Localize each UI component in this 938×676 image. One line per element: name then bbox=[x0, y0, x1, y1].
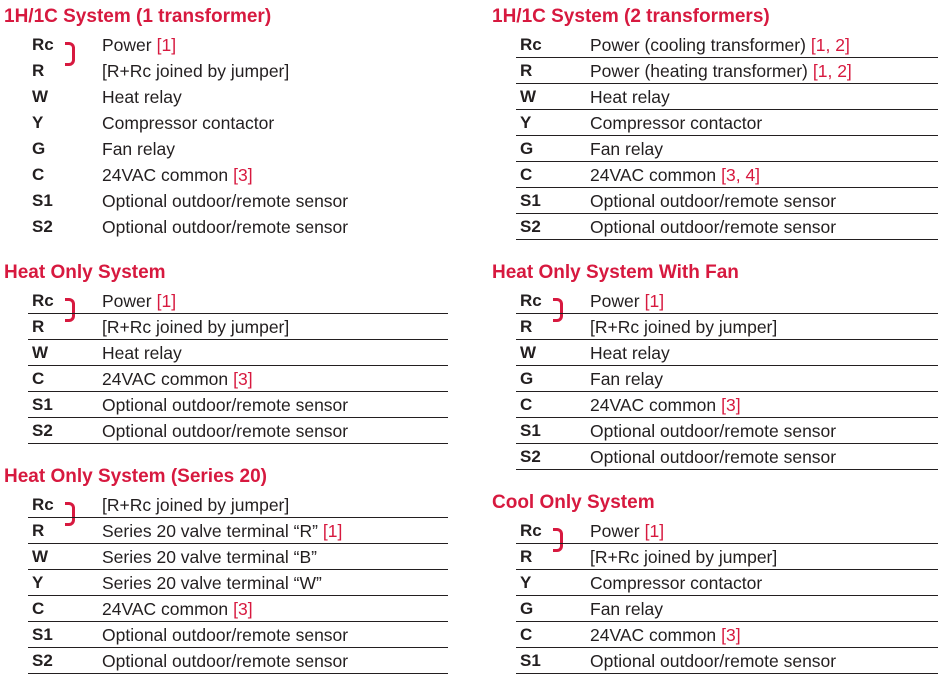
footnote-ref: [1] bbox=[322, 521, 343, 541]
table-row bbox=[516, 136, 938, 162]
terminal-label: G bbox=[32, 139, 46, 158]
table-row bbox=[516, 58, 938, 84]
terminal-description: Optional outdoor/remote sensor bbox=[590, 651, 837, 671]
terminal-label: W bbox=[32, 87, 49, 106]
table-row bbox=[28, 418, 448, 444]
terminal-description: Heat relay bbox=[590, 343, 670, 363]
terminal-description: Optional outdoor/remote sensor bbox=[102, 217, 349, 237]
wiring-table bbox=[516, 32, 938, 240]
terminal-label: C bbox=[520, 625, 533, 644]
terminal-description: 24VAC common [3] bbox=[102, 599, 253, 619]
terminal-label: G bbox=[520, 369, 534, 388]
wiring-table bbox=[516, 288, 938, 470]
table-row bbox=[28, 340, 448, 366]
footnote-ref: [3] bbox=[721, 625, 741, 645]
terminal-label: R bbox=[520, 61, 533, 80]
terminal-description: Optional outdoor/remote sensor bbox=[590, 421, 837, 441]
table-row bbox=[28, 492, 448, 518]
terminal-label: W bbox=[520, 87, 537, 106]
terminal-label: S1 bbox=[520, 191, 541, 210]
table-row bbox=[516, 418, 938, 444]
terminal-description: Series 20 valve terminal “B” bbox=[102, 547, 317, 567]
terminal-description: Power (cooling transformer) [1, 2] bbox=[590, 35, 850, 55]
terminal-description: Optional outdoor/remote sensor bbox=[590, 217, 837, 237]
section-title: Heat Only System (Series 20) bbox=[4, 466, 267, 487]
terminal-description: Optional outdoor/remote sensor bbox=[102, 625, 349, 645]
terminal-description: Fan relay bbox=[590, 139, 663, 159]
table-row bbox=[28, 570, 448, 596]
terminal-label: S2 bbox=[32, 421, 53, 440]
terminal-description: Compressor contactor bbox=[102, 113, 275, 133]
terminal-label: S1 bbox=[32, 625, 53, 644]
footnote-ref: [3] bbox=[233, 165, 253, 185]
terminal-label: R bbox=[520, 547, 533, 566]
terminal-description: Optional outdoor/remote sensor bbox=[102, 651, 349, 671]
table-row bbox=[28, 596, 448, 622]
wiring-table bbox=[28, 288, 448, 444]
terminal-label: G bbox=[520, 599, 534, 618]
footnote-ref: [1] bbox=[156, 35, 177, 55]
terminal-label: C bbox=[520, 395, 533, 414]
terminal-description: 24VAC common [3] bbox=[102, 369, 253, 389]
table-row bbox=[516, 392, 938, 418]
table-row bbox=[28, 518, 448, 544]
terminal-description: Fan relay bbox=[590, 599, 663, 619]
terminal-label: Rc bbox=[32, 291, 54, 310]
terminal-description: Power [1] bbox=[102, 291, 177, 311]
table-row bbox=[516, 214, 938, 240]
footnote-ref: [1, 2] bbox=[810, 35, 850, 55]
footnote-ref: [1, 2] bbox=[812, 61, 852, 81]
terminal-description: Power [1] bbox=[590, 521, 665, 541]
footnote-ref: [1] bbox=[156, 291, 177, 311]
terminal-label: W bbox=[520, 343, 537, 362]
terminal-label: C bbox=[32, 369, 45, 388]
table-row bbox=[516, 544, 938, 570]
terminal-label: W bbox=[32, 343, 49, 362]
terminal-label: Rc bbox=[32, 35, 54, 54]
footnote-ref: [1] bbox=[644, 521, 665, 541]
wiring-table bbox=[28, 492, 448, 674]
terminal-description: Fan relay bbox=[590, 369, 663, 389]
terminal-label: Rc bbox=[520, 521, 542, 540]
terminal-description: Heat relay bbox=[102, 87, 182, 107]
table-row bbox=[28, 392, 448, 418]
terminal-label: S1 bbox=[32, 395, 53, 414]
terminal-description: Optional outdoor/remote sensor bbox=[590, 191, 837, 211]
terminal-label: S2 bbox=[32, 217, 53, 236]
jumper-bracket-icon bbox=[65, 42, 75, 66]
terminal-description: Optional outdoor/remote sensor bbox=[102, 421, 349, 441]
terminal-label: Rc bbox=[520, 291, 542, 310]
terminal-label: Y bbox=[32, 113, 44, 132]
terminal-description: Compressor contactor bbox=[590, 573, 763, 593]
terminal-description: Fan relay bbox=[102, 139, 175, 159]
terminal-label: R bbox=[32, 61, 45, 80]
terminal-description: 24VAC common [3] bbox=[590, 395, 741, 415]
terminal-description: [R+Rc joined by jumper] bbox=[590, 547, 778, 567]
terminal-description: Compressor contactor bbox=[590, 113, 763, 133]
table-row bbox=[516, 622, 938, 648]
section-title: 1H/1C System (1 transformer) bbox=[4, 6, 272, 27]
terminal-label: S1 bbox=[520, 651, 541, 670]
table-row bbox=[28, 366, 448, 392]
terminal-label: Y bbox=[520, 113, 532, 132]
terminal-label: C bbox=[520, 165, 533, 184]
terminal-description: Power (heating transformer) [1, 2] bbox=[590, 61, 852, 81]
terminal-description: Optional outdoor/remote sensor bbox=[590, 447, 837, 467]
footnote-ref: [3, 4] bbox=[721, 165, 761, 185]
terminal-label: S2 bbox=[520, 447, 541, 466]
section-title: Heat Only System bbox=[4, 262, 166, 283]
table-row bbox=[28, 544, 448, 570]
terminal-description: Optional outdoor/remote sensor bbox=[102, 395, 349, 415]
wiring-table bbox=[516, 518, 938, 674]
terminal-label: R bbox=[32, 317, 45, 336]
footnote-ref: [1] bbox=[644, 291, 665, 311]
footnote-ref: [3] bbox=[721, 395, 741, 415]
terminal-description: Heat relay bbox=[102, 343, 182, 363]
terminal-description: [R+Rc joined by jumper] bbox=[102, 495, 290, 515]
table-row bbox=[516, 188, 938, 214]
terminal-description: [R+Rc joined by jumper] bbox=[590, 317, 778, 337]
table-row bbox=[516, 648, 938, 674]
terminal-label: Y bbox=[32, 573, 44, 592]
table-row bbox=[516, 340, 938, 366]
terminal-label: Rc bbox=[32, 495, 54, 514]
table-row bbox=[516, 162, 938, 188]
terminal-label: R bbox=[520, 317, 533, 336]
terminal-description: Heat relay bbox=[590, 87, 670, 107]
table-row bbox=[28, 314, 448, 340]
terminal-label: S2 bbox=[520, 217, 541, 236]
terminal-description: 24VAC common [3, 4] bbox=[590, 165, 761, 185]
table-row bbox=[28, 648, 448, 674]
terminal-description: Power [1] bbox=[590, 291, 665, 311]
table-row bbox=[516, 518, 938, 544]
table-row bbox=[516, 32, 938, 58]
terminal-description: [R+Rc joined by jumper] bbox=[102, 61, 290, 81]
terminal-label: S1 bbox=[520, 421, 541, 440]
terminal-label: Rc bbox=[520, 35, 542, 54]
table-row bbox=[28, 288, 448, 314]
table-row bbox=[516, 110, 938, 136]
section-title: Heat Only System With Fan bbox=[492, 262, 739, 283]
section-title: Cool Only System bbox=[492, 492, 655, 513]
terminal-description: 24VAC common [3] bbox=[590, 625, 741, 645]
terminal-description: 24VAC common [3] bbox=[102, 165, 253, 185]
terminal-label: S2 bbox=[32, 651, 53, 670]
terminal-description: Series 20 valve terminal “W” bbox=[102, 573, 322, 593]
table-row bbox=[516, 366, 938, 392]
terminal-label: Y bbox=[520, 573, 532, 592]
terminal-description: Power [1] bbox=[102, 35, 177, 55]
footnote-ref: [3] bbox=[233, 369, 253, 389]
table-row bbox=[516, 596, 938, 622]
table-row bbox=[516, 288, 938, 314]
table-row bbox=[516, 444, 938, 470]
terminal-description: [R+Rc joined by jumper] bbox=[102, 317, 290, 337]
terminal-label: C bbox=[32, 599, 45, 618]
table-row bbox=[28, 622, 448, 648]
terminal-label: S1 bbox=[32, 191, 53, 210]
terminal-description: Optional outdoor/remote sensor bbox=[102, 191, 349, 211]
terminal-label: G bbox=[520, 139, 534, 158]
table-row bbox=[516, 570, 938, 596]
terminal-description: Series 20 valve terminal “R” [1] bbox=[102, 521, 343, 541]
terminal-label: R bbox=[32, 521, 45, 540]
footnote-ref: [3] bbox=[233, 599, 253, 619]
section-title: 1H/1C System (2 transformers) bbox=[492, 6, 770, 27]
table-row bbox=[516, 314, 938, 340]
table-row bbox=[516, 84, 938, 110]
terminal-label: W bbox=[32, 547, 49, 566]
terminal-label: C bbox=[32, 165, 45, 184]
